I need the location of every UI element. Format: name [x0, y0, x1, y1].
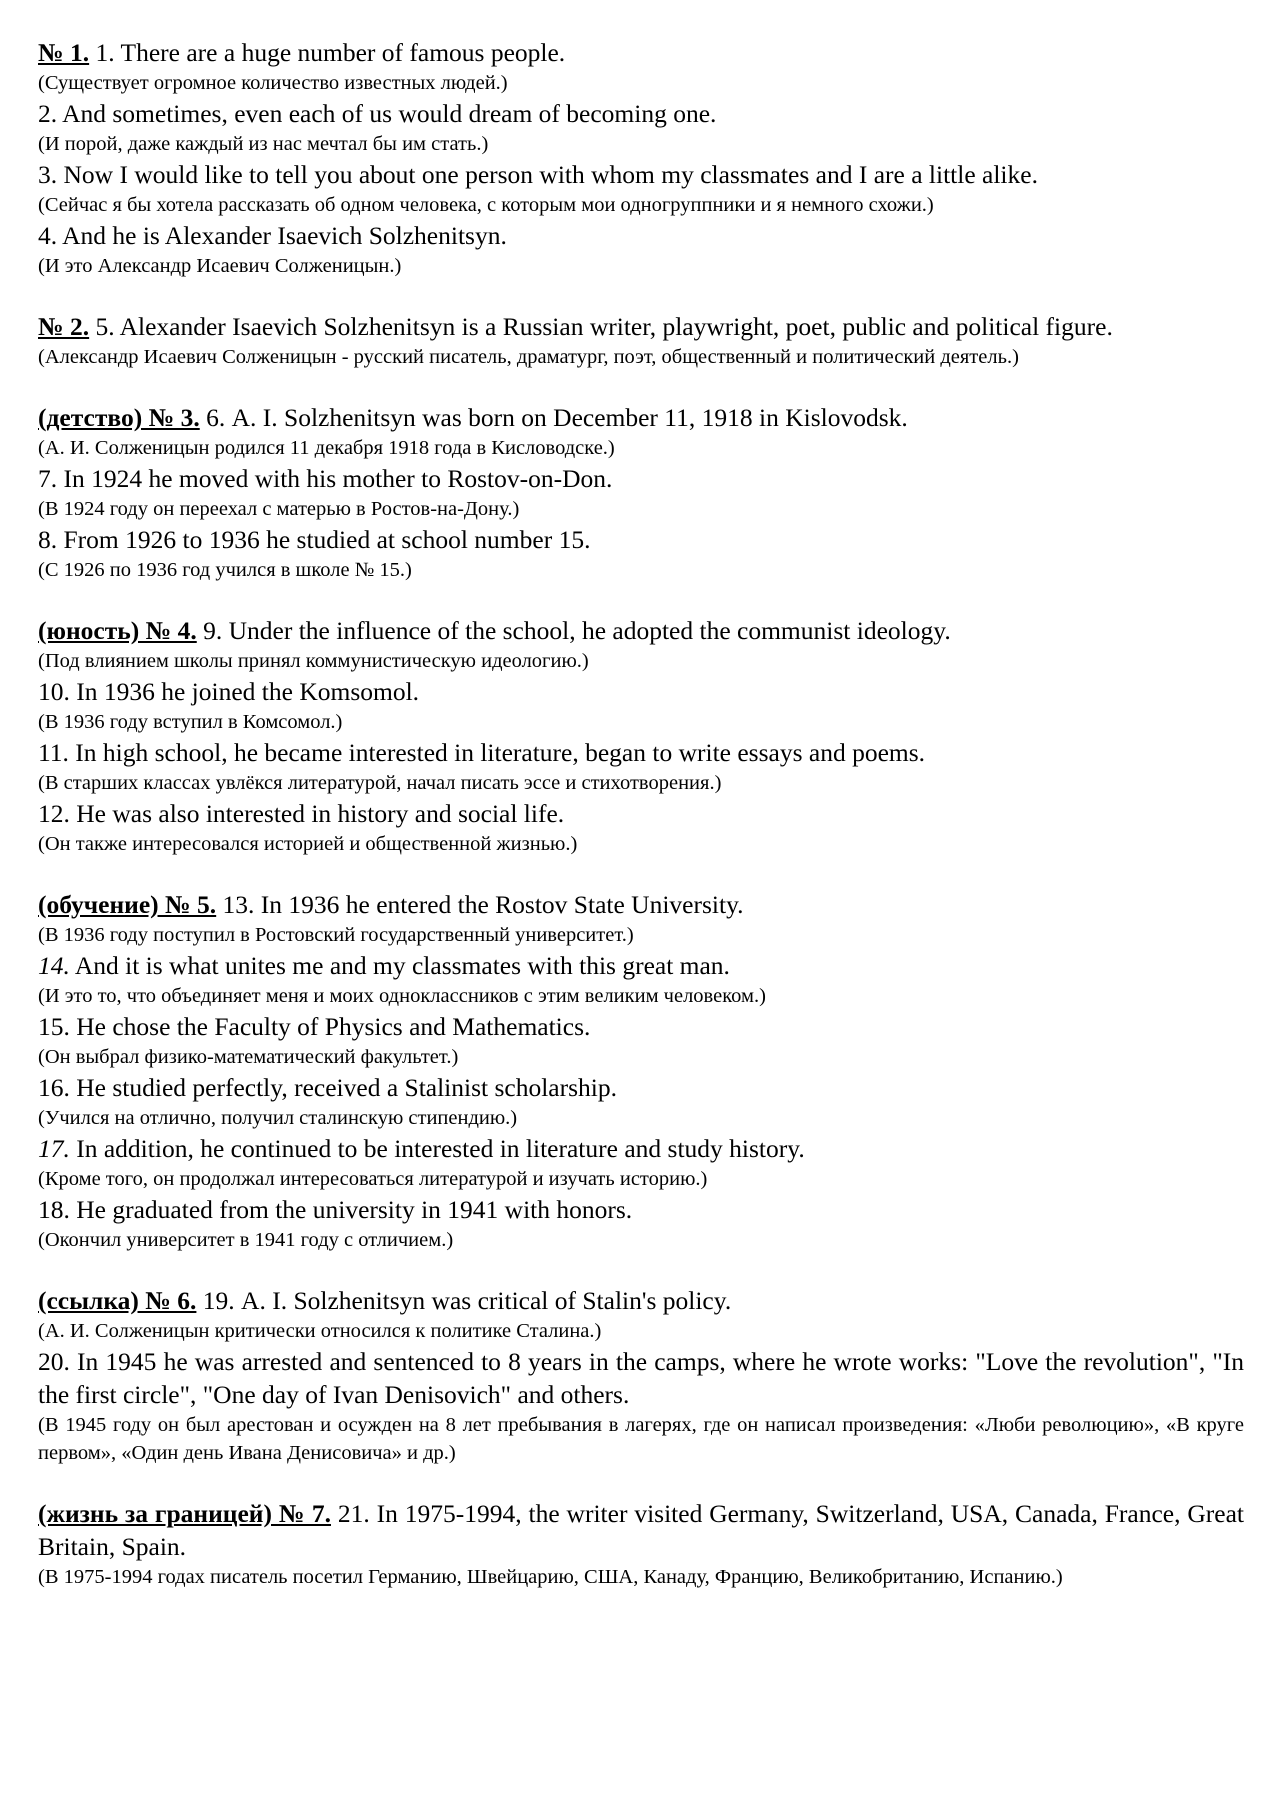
section-7: [38, 1497, 1244, 1591]
sentence-text: 5. Alexander Isaevich Solzhenitsyn is a Russian writer, playwright, poet, public and political figure.: [95, 312, 1113, 341]
sentence-ru: (В старших классах увлёкся литературой, начал писать эссе и стихотворения.): [38, 772, 722, 794]
sentence-ru: (В 1924 году он переехал с матерью в Ростов-на-Дону.): [38, 498, 520, 520]
sentence-ru: (Сейчас я бы хотела рассказать об одном человека, с которым мои одногруппники и я немного схожи.): [38, 194, 934, 216]
sentence-ru: (Александр Исаевич Солженицын - русский писатель, драматург, поэт, общественный и политический деятель.): [38, 346, 1019, 368]
sentence-ru: (В 1936 году поступил в Ростовский государственный университет.): [38, 924, 634, 946]
sentence-ru: (Учился на отлично, получил сталинскую стипендию.): [38, 1107, 518, 1129]
section-6: [38, 1284, 1244, 1467]
sentence-text: 1. There are a huge number of famous people.: [95, 38, 566, 67]
sentence-number: 14.: [38, 951, 70, 980]
section-heading: № 1.: [38, 38, 90, 67]
sentence-en: [38, 1497, 1244, 1563]
section-1: [38, 36, 1244, 280]
sentence-ru: (И это Александр Исаевич Солженицын.): [38, 255, 402, 277]
sentence-en: 7. In 1924 he moved with his mother to Rostov-on-Don.: [38, 464, 613, 493]
sentence-ru: (В 1945 году он был арестован и осужден на 8 лет пребывания в лагерях, где он написал произведения: «Люби революцию», «В круге первом», «Один день Ивана Денисовича» и др.): [38, 1414, 1244, 1464]
sentence-ru: (Существует огромное количество известных людей.): [38, 72, 508, 94]
sentence-en: [38, 1132, 1244, 1165]
section-heading: (обучение) № 5.: [38, 890, 217, 919]
sentence-ru: (Окончил университет в 1941 году с отличием.): [38, 1229, 454, 1251]
sentence-en: 2. And sometimes, even each of us would dream of becoming one.: [38, 99, 717, 128]
section-3: [38, 401, 1244, 584]
sentence-en: 12. He was also interested in history and social life.: [38, 799, 565, 828]
sentence-en: 4. And he is Alexander Isaevich Solzhenitsyn.: [38, 221, 507, 250]
sentence-en: 3. Now I would like to tell you about one person with whom my classmates and I are a little alike.: [38, 160, 1038, 189]
section-heading: (ссылка) № 6.: [38, 1286, 197, 1315]
sentence-text: 9. Under the influence of the school, he adopted the communist ideology.: [203, 616, 951, 645]
sentence-en: 15. He chose the Faculty of Physics and Mathematics.: [38, 1012, 591, 1041]
sentence-text: In addition, he continued to be interested in literature and study history.: [69, 1134, 805, 1163]
section-heading: (детство) № 3.: [38, 403, 200, 432]
sentence-en: [38, 888, 1244, 921]
sentence-en: [38, 949, 1244, 982]
sentence-ru: (Под влиянием школы принял коммунистическую идеологию.): [38, 650, 589, 672]
section-heading: № 2.: [38, 312, 90, 341]
section-heading: (юность) № 4.: [38, 616, 197, 645]
sentence-ru: (А. И. Солженицын критически относился к политике Сталина.): [38, 1320, 602, 1342]
sentence-en: 18. He graduated from the university in 1941 with honors.: [38, 1195, 633, 1224]
section-heading: (жизнь за границей) № 7.: [38, 1499, 331, 1528]
sentence-en: 11. In high school, he became interested in literature, began to write essays and poems.: [38, 738, 926, 767]
sentence-ru: (В 1936 году вступил в Комсомол.): [38, 711, 343, 733]
sentence-ru: (А. И. Солженицын родился 11 декабря 1918 года в Кисловодске.): [38, 437, 615, 459]
sentence-en: [38, 36, 1244, 69]
sentence-en: [38, 1284, 1244, 1317]
sentence-ru: (С 1926 по 1936 год учился в школе № 15.): [38, 559, 412, 581]
sentence-text: And it is what unites me and my classmates with this great man.: [69, 951, 730, 980]
section-2: [38, 310, 1244, 371]
sentence-en: [38, 614, 1244, 647]
sentence-en: [38, 401, 1244, 434]
section-5: [38, 888, 1244, 1254]
sentence-ru: (В 1975-1994 годах писатель посетил Германию, Швейцарию, США, Канаду, Францию, Великобританию, Испанию.): [38, 1566, 1063, 1588]
sentence-ru: (Кроме того, он продолжал интересоваться литературой и изучать историю.): [38, 1168, 708, 1190]
document-page: [38, 36, 1244, 1621]
sentence-en: 10. In 1936 he joined the Komsomol.: [38, 677, 420, 706]
sentence-ru: (Он также интересовался историей и общественной жизнью.): [38, 833, 578, 855]
sentence-en: 16. He studied perfectly, received a Stalinist scholarship.: [38, 1073, 618, 1102]
sentence-ru: (И это то, что объединяет меня и моих одноклассников с этим великим человеком.): [38, 985, 766, 1007]
section-4: [38, 614, 1244, 858]
sentence-text: 13. In 1936 he entered the Rostov State University.: [222, 890, 744, 919]
sentence-en: [38, 310, 1244, 343]
sentence-ru: (Он выбрал физико-математический факультет.): [38, 1046, 459, 1068]
sentence-text: 19. A. I. Solzhenitsyn was critical of Stalin's policy.: [202, 1286, 732, 1315]
sentence-en: 20. In 1945 he was arrested and sentenced to 8 years in the camps, where he wrote works: "Love the revolution", "In the first circle", "One day of Ivan Denisovich" and others.: [38, 1347, 1244, 1409]
sentence-text: 21. In 1975-1994, the writer visited Germany, Switzerland, USA, Canada, France, Great Britain, Spain.: [38, 1499, 1244, 1561]
sentence-en: 8. From 1926 to 1936 he studied at school number 15.: [38, 525, 591, 554]
sentence-number: 17.: [38, 1134, 70, 1163]
sentence-ru: (И порой, даже каждый из нас мечтал бы им стать.): [38, 133, 489, 155]
sentence-text: 6. A. I. Solzhenitsyn was born on December 11, 1918 in Kislovodsk.: [206, 403, 908, 432]
